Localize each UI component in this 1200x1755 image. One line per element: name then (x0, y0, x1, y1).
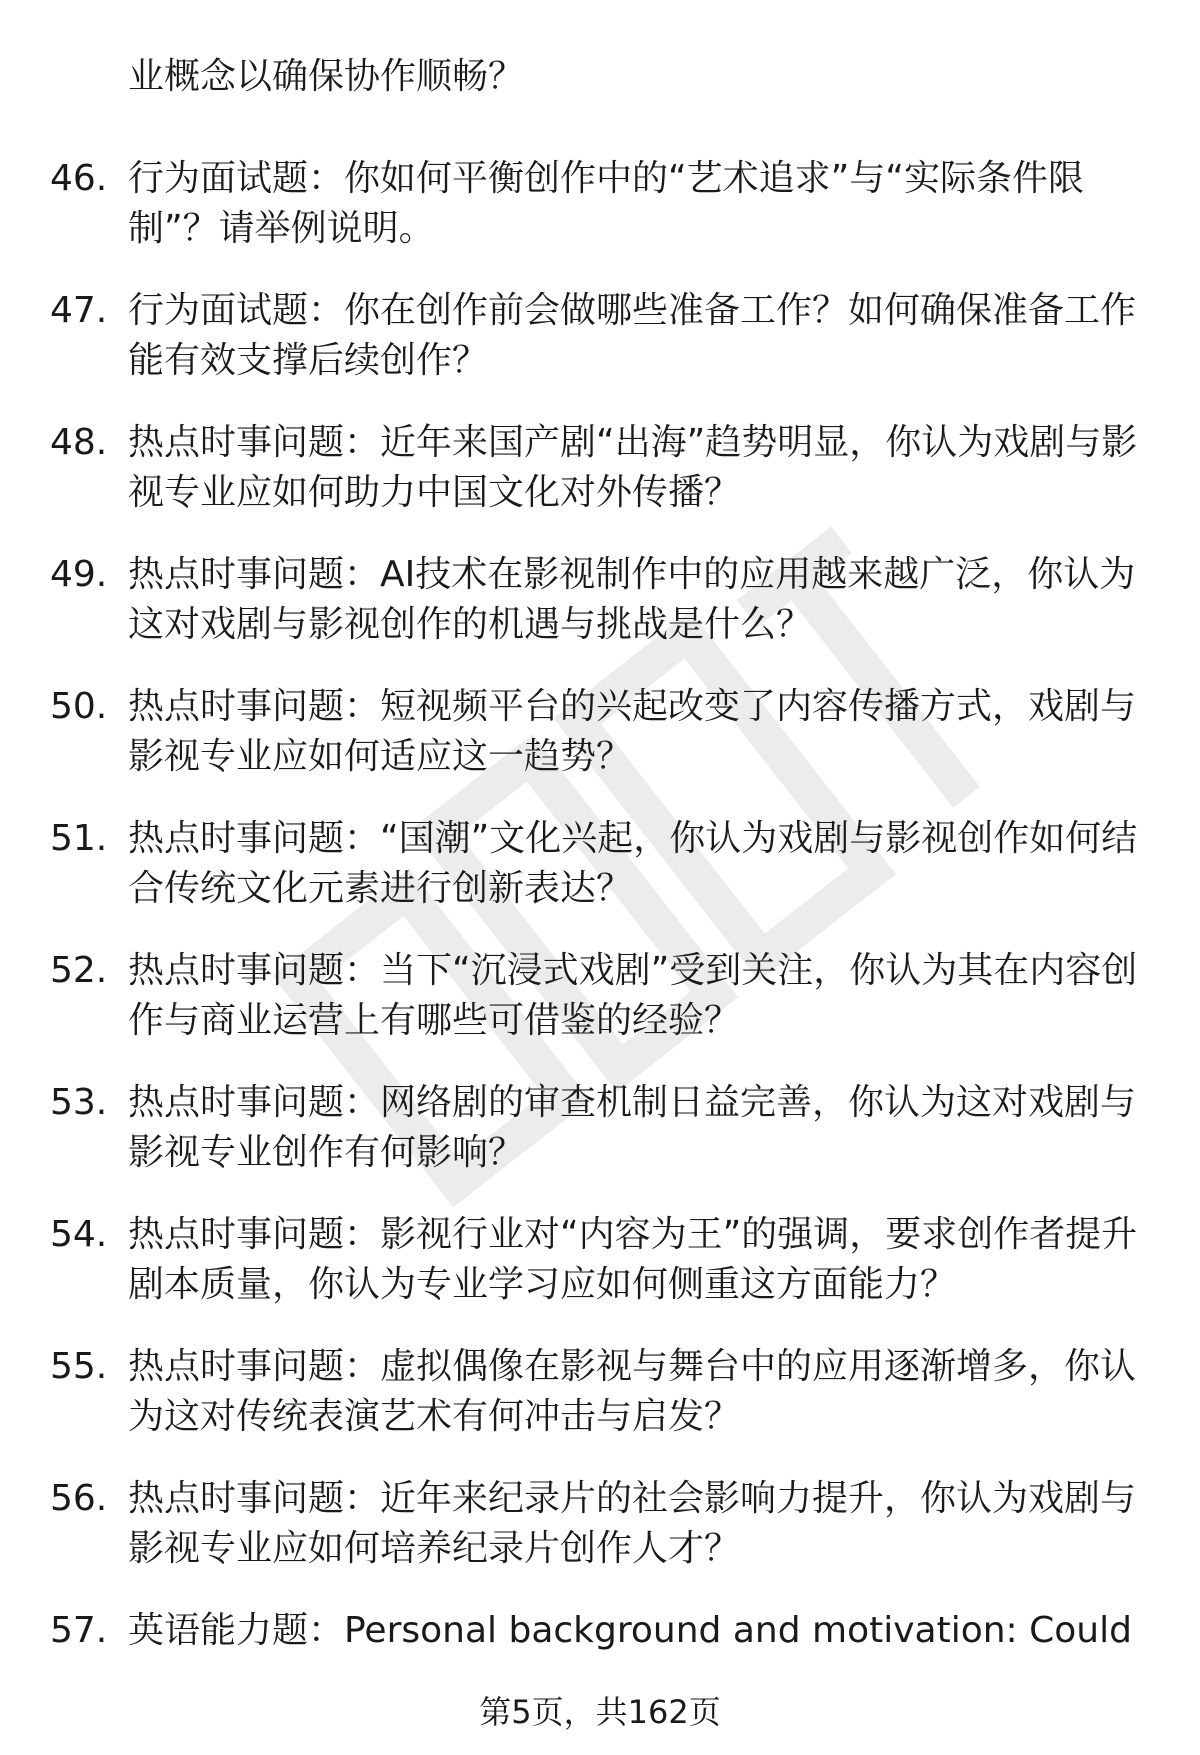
question-number: 56. (50, 1478, 108, 1519)
question-item (50, 550, 1140, 650)
question-number: 48. (50, 422, 108, 463)
question-number: 51. (50, 818, 108, 859)
question-item (50, 682, 1140, 782)
question-item (50, 814, 1140, 914)
question-number: 54. (50, 1214, 108, 1255)
question-number: 50. (50, 686, 108, 727)
question-item (50, 286, 1140, 386)
question-number: 49. (50, 554, 108, 595)
question-text: 热点时事问题：虚拟偶像在影视与舞台中的应用逐渐增多，你认为这对传统表演艺术有何冲击与启发？ (128, 1346, 1137, 1437)
question-content (50, 52, 1140, 1688)
question-item (50, 1210, 1140, 1310)
question-text: 行为面试题：你如何平衡创作中的“艺术追求”与“实际条件限制”？请举例说明。 (128, 158, 1084, 249)
question-text: 热点时事问题：当下“沉浸式戏剧”受到关注，你认为其在内容创作与商业运营上有哪些可借鉴的经验？ (128, 950, 1138, 1041)
question-text: 行为面试题：你在创作前会做哪些准备工作？如何确保准备工作能有效支撑后续创作？ (128, 290, 1137, 381)
question-number: 55. (50, 1346, 108, 1387)
question-item (50, 1342, 1140, 1442)
question-text: 热点时事问题：近年来纪录片的社会影响力提升，你认为戏剧与影视专业应如何培养纪录片创作人才？ (128, 1478, 1137, 1569)
question-item (50, 418, 1140, 518)
question-number: 57. (50, 1610, 108, 1651)
question-text: 热点时事问题：近年来国产剧“出海”趋势明显，你认为戏剧与影视专业应如何助力中国文化对外传播？ (128, 422, 1138, 513)
question-list (50, 154, 1140, 1656)
question-number: 53. (50, 1082, 108, 1123)
question-text: 英语能力题：Personal background and motivation: Could (128, 1610, 1132, 1651)
question-text: 热点时事问题：短视频平台的兴起改变了内容传播方式，戏剧与影视专业应如何适应这一趋势？ (128, 686, 1137, 777)
question-number: 46. (50, 158, 108, 199)
page-footer: 第5页，共162页 (479, 1693, 721, 1731)
question-number: 47. (50, 290, 108, 331)
question-text: 热点时事问题：AI技术在影视制作中的应用越来越广泛，你认为这对戏剧与影视创作的机遇与挑战是什么？ (128, 554, 1136, 645)
question-item (50, 1078, 1140, 1178)
question-text: 热点时事问题：网络剧的审查机制日益完善，你认为这对戏剧与影视专业创作有何影响？ (128, 1082, 1137, 1173)
question-item (50, 946, 1140, 1046)
continuation-line: 业概念以确保协作顺畅？ (128, 56, 525, 97)
question-text: 热点时事问题：影视行业对“内容为王”的强调，要求创作者提升剧本质量，你认为专业学习应如何侧重这方面能力？ (128, 1214, 1138, 1305)
question-item (50, 1606, 1140, 1656)
question-number: 52. (50, 950, 108, 991)
question-text: 热点时事问题：“国潮”文化兴起，你认为戏剧与影视创作如何结合传统文化元素进行创新表达？ (128, 818, 1138, 909)
question-item (50, 154, 1140, 254)
question-item (50, 1474, 1140, 1574)
